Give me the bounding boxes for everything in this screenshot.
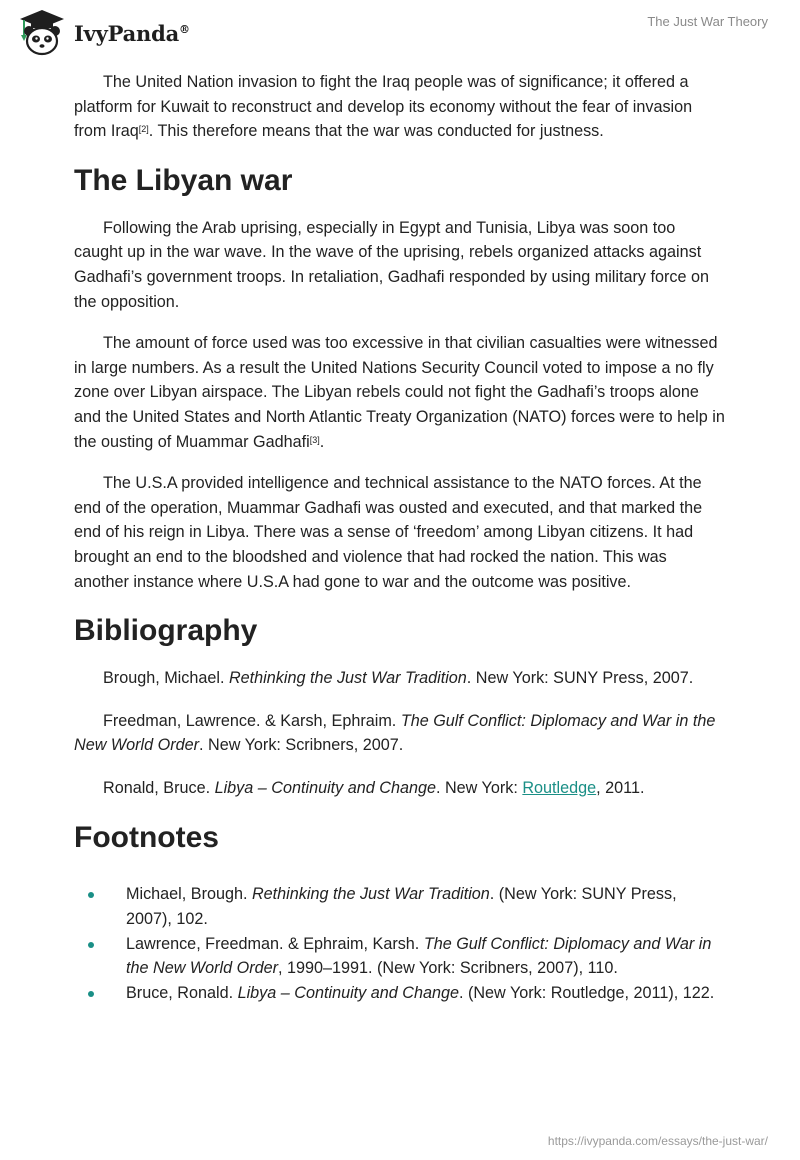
bullet-icon bbox=[88, 991, 94, 997]
bibliography-entry: Brough, Michael. Rethinking the Just War Tradition. New York: SUNY Press, 2007. bbox=[103, 669, 694, 688]
libya-paragraph-1: Following the Arab uprising, especially in Egypt and Tunisia, Libya was soon too caught up in the war wave. In the wave of the uprising, rebels organized attacks against Gadhafi’s government troops. In retaliation, Gadhafi responded by using military force on the opposition. bbox=[74, 218, 709, 311]
footnote-ref[interactable]: [3] bbox=[309, 434, 320, 445]
bibliography-entry: Ronald, Bruce. Libya – Continuity and Change. New York: Routledge, 2011. bbox=[103, 778, 645, 797]
footnote-ref[interactable]: [2] bbox=[138, 124, 149, 135]
panda-graduate-icon bbox=[16, 8, 68, 56]
bullet-icon bbox=[88, 892, 94, 898]
bibliography-entry: Freedman, Lawrence. & Karsh, Ephraim. The Gulf Conflict: Diplomacy and War in the New World Order. New York: Scribners, 2007. bbox=[74, 711, 716, 755]
section-heading-bibliography: Bibliography bbox=[74, 614, 258, 648]
essay-content bbox=[74, 70, 726, 1005]
libya-paragraph-3: The U.S.A provided intelligence and technical assistance to the NATO forces. At the end of the operation, Muammar Gadhafi was ousted and executed, and that marked the end of his reign in Libya. There was a sense of ‘freedom’ among Libyan citizens. It had brought an end to the bloodshed and violence that had rocked the nation. This was another instance where U.S.A had gone to war and the outcome was positive. bbox=[74, 474, 703, 591]
bullet-icon bbox=[88, 942, 94, 948]
ivypanda-logo[interactable] bbox=[16, 8, 190, 56]
intro-paragraph: The United Nation invasion to fight the Iraq people was of significance; it offered a platform for Kuwait to reconstruct and develop its economy without the fear of invasion from Iraq[2]. This therefore means that the war was conducted for justness. bbox=[74, 73, 693, 141]
section-heading-footnotes: Footnotes bbox=[74, 821, 219, 855]
footnotes-list bbox=[74, 882, 726, 1005]
document-title: The Just War Theory bbox=[647, 14, 768, 29]
footnote-item: Michael, Brough. Rethinking the Just War Tradition. (New York: SUNY Press, 2007), 102. bbox=[74, 882, 726, 931]
brand-name: IvyPanda® bbox=[74, 20, 190, 46]
libya-paragraph-2: The amount of force used was too excessive in that civilian casualties were witnessed in large numbers. As a result the United Nations Security Council voted to impose a no fly zone over Libyan airspace. The Libyan rebels could not fight the Gadhafi’s troops alone and the United States and North Atlantic Treaty Organization (NATO) forces were to help in the ousting of Muammar Gadhafi[3]. bbox=[74, 334, 725, 451]
section-heading-libyan-war: The Libyan war bbox=[74, 163, 293, 197]
page-header bbox=[0, 0, 800, 60]
footnote-item: Lawrence, Freedman. & Ephraim, Karsh. The Gulf Conflict: Diplomacy and War in the New World Order, 1990–1991. (New York: Scribners, 2007), 110. bbox=[74, 932, 726, 981]
routledge-link[interactable]: Routledge bbox=[522, 778, 597, 797]
footnote-item: Bruce, Ronald. Libya – Continuity and Change. (New York: Routledge, 2011), 122. bbox=[74, 981, 726, 1006]
source-url[interactable]: https://ivypanda.com/essays/the-just-war/ bbox=[547, 1134, 768, 1148]
